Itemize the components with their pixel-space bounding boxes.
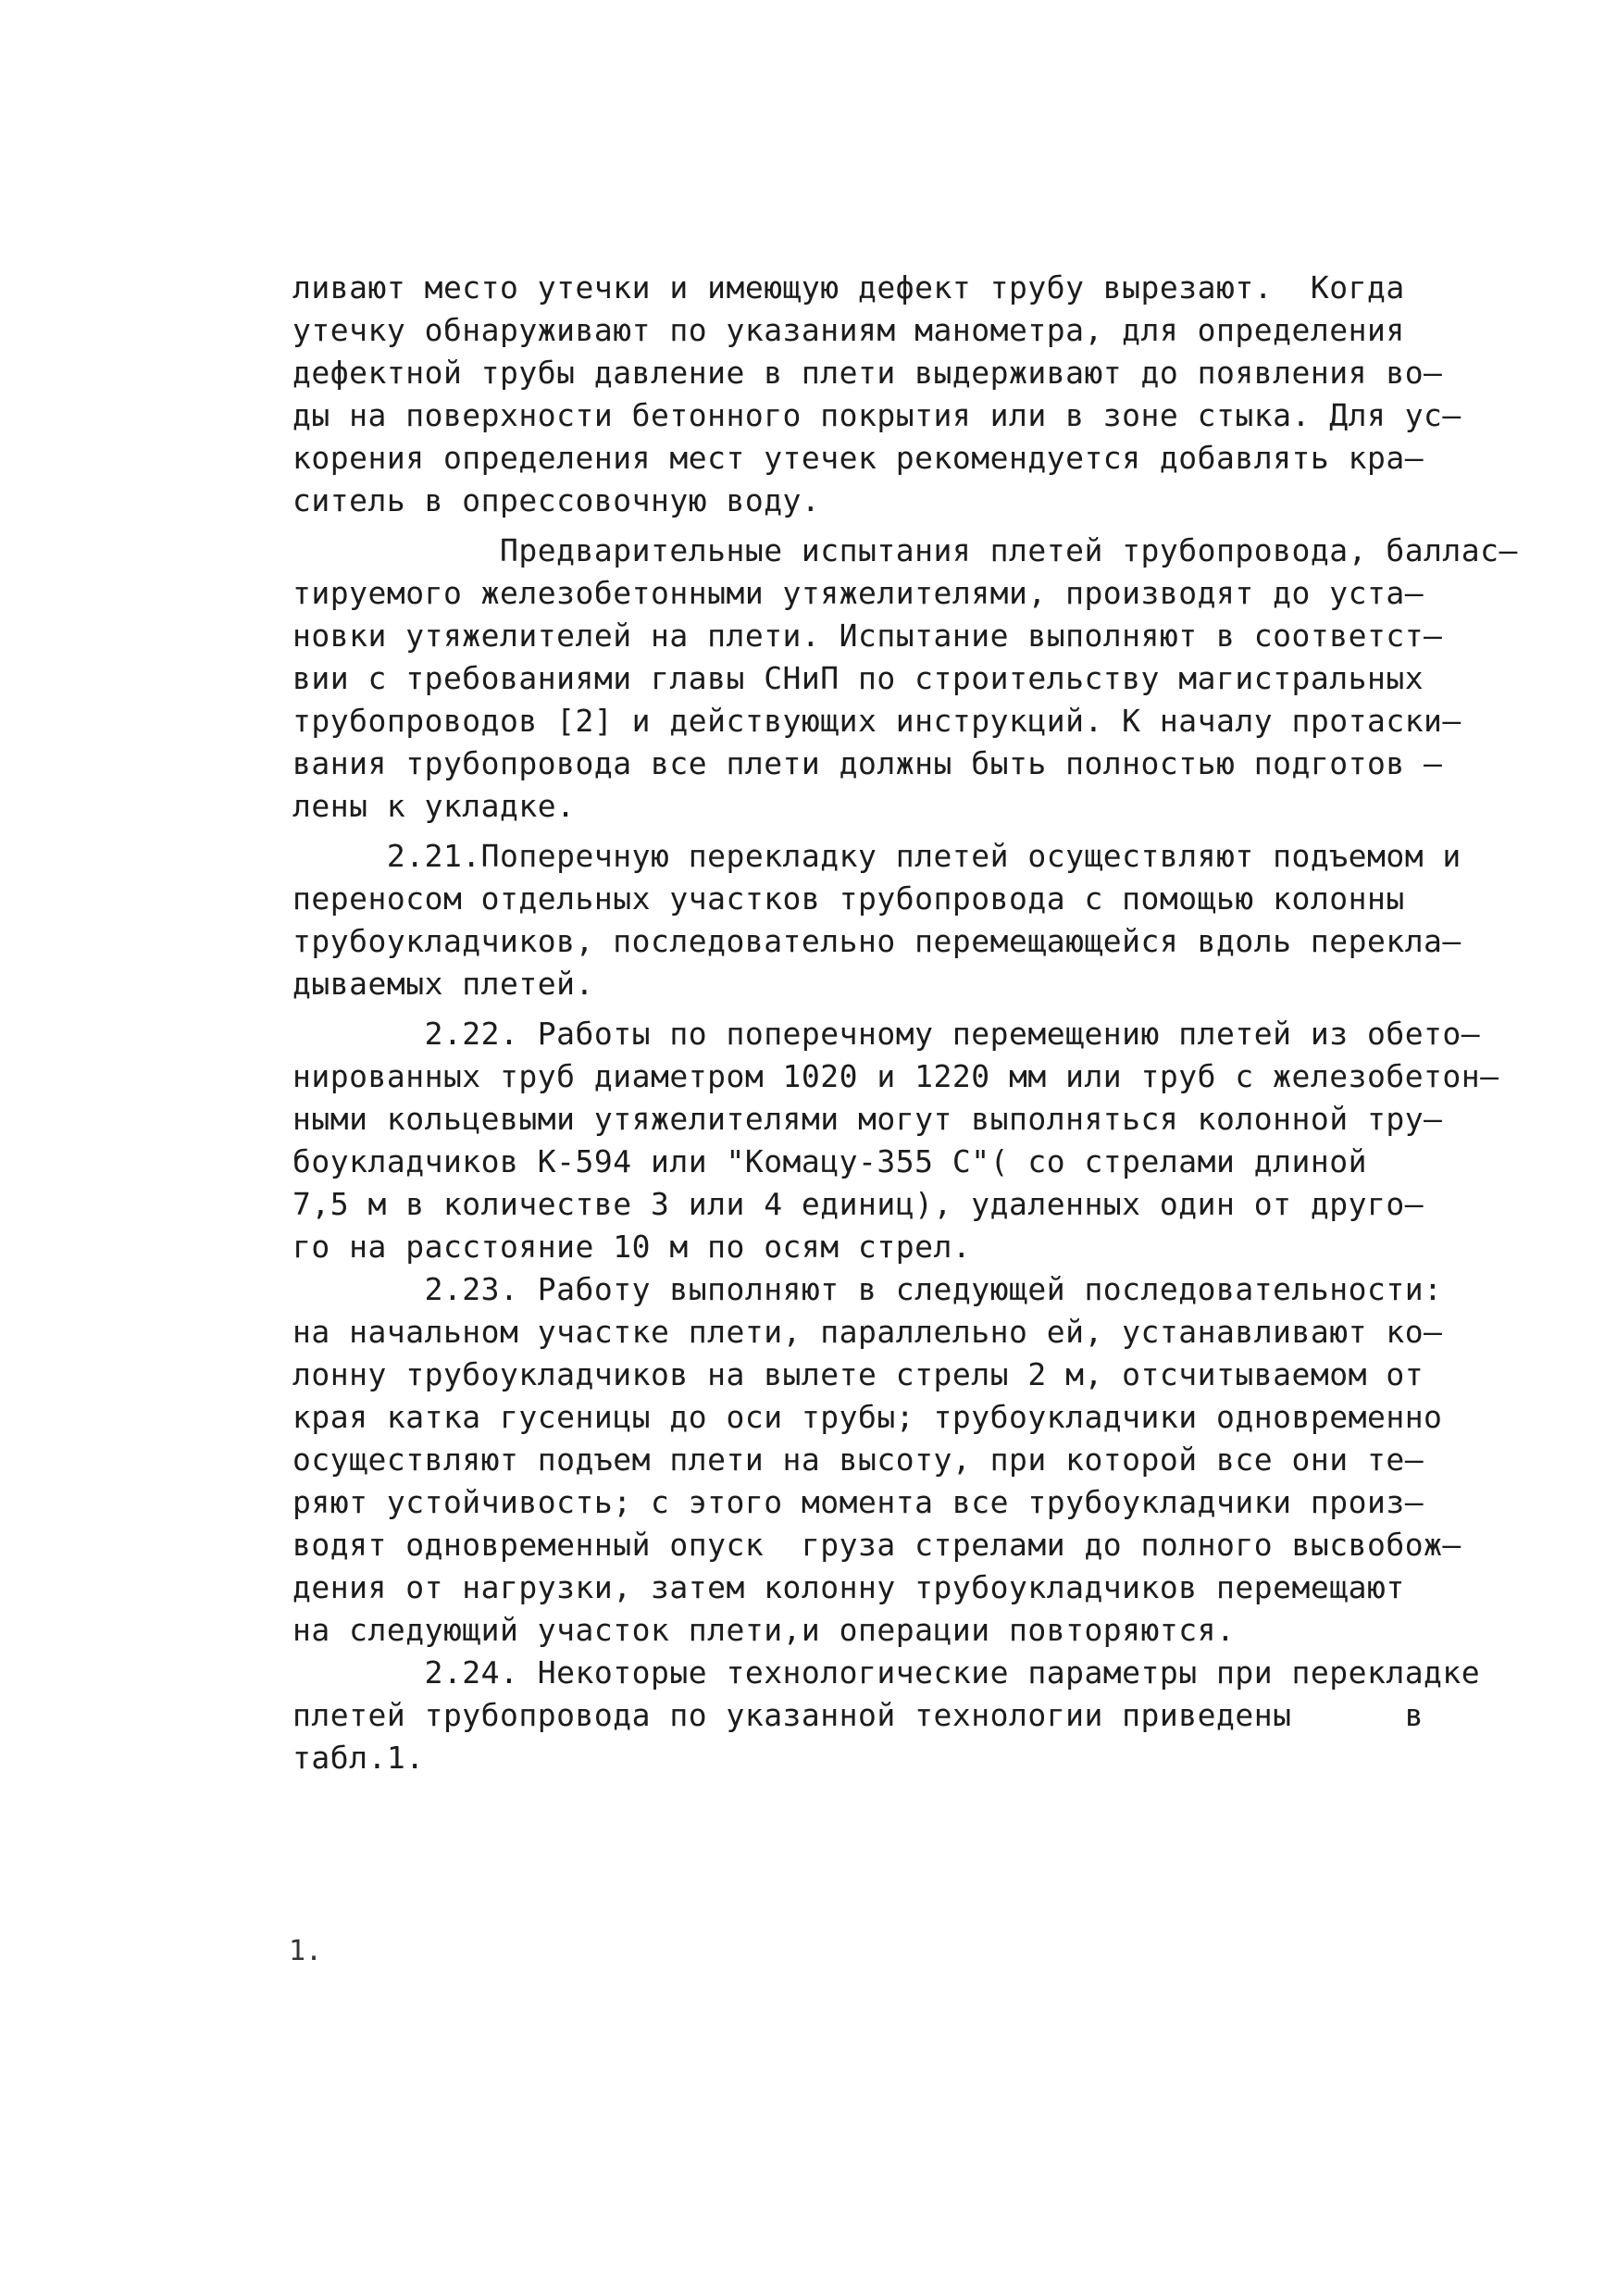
text-line: трубоукладчиков, последовательно перемещающейся вдоль перекла–: [292, 923, 1462, 959]
text-line: Предварительные испытания плетей трубопровода, баллас–: [292, 532, 1518, 568]
text-line: дефектной трубы давление в плети выдерживают до появления во–: [292, 355, 1443, 391]
text-line: ситель в опрессовочную воду.: [292, 482, 821, 518]
text-line: 2.22. Работы по поперечному перемещению плетей из обето–: [292, 1016, 1481, 1052]
text-line: боукладчиков К-594 или "Комацу-355 С"( со стрелами длиной: [292, 1143, 1367, 1179]
text-line: дения от нагрузки, затем колонну трубоукладчиков перемещают: [292, 1569, 1405, 1605]
text-line: лены к укладке.: [292, 788, 576, 824]
text-line: го на расстояние 10 м по осям стрел.: [292, 1229, 972, 1265]
text-line: ными кольцевыми утяжелителями могут выполняться колонной тру–: [292, 1101, 1443, 1137]
text-line: дываемых плетей.: [292, 966, 594, 1002]
text-line: осуществляют подъем плети на высоту, при которой все они те–: [292, 1441, 1424, 1478]
text-line: трубопроводов [2] и действующих инструкций. К началу протаски–: [292, 703, 1462, 739]
page-number: 1.: [289, 1935, 323, 1967]
paragraph-gap: [292, 522, 1468, 530]
text-line: утечку обнаруживают по указаниям манометра, для определения: [292, 312, 1405, 348]
text-line: 2.23. Работу выполняют в следующей последовательности:: [292, 1271, 1443, 1307]
text-line: 7,5 м в количестве 3 или 4 единиц), удаленных один от друго–: [292, 1186, 1424, 1222]
text-line: водят одновременный опуск груза стрелами до полного высвобож–: [292, 1527, 1462, 1563]
text-line: тируемого железобетонными утяжелителями, производят до уста–: [292, 575, 1424, 611]
text-line: вии с требованиями главы СНиП по строительству магистральных: [292, 660, 1424, 696]
text-line: плетей трубопровода по указанной технологии приведены в: [292, 1697, 1424, 1733]
text-line: 2.21.Поперечную перекладку плетей осуществляют подъемом и: [292, 838, 1462, 874]
text-line: ряют устойчивость; с этого момента все трубоукладчики произ–: [292, 1484, 1424, 1520]
text-line: новки утяжелителей на плети. Испытание выполняют в соответст–: [292, 618, 1443, 654]
text-line: вания трубопровода все плети должны быть полностью подготов –: [292, 745, 1443, 781]
text-line: нированных труб диаметром 1020 и 1220 мм или труб с железобетон–: [292, 1058, 1499, 1094]
text-line: 2.24. Некоторые технологические параметры при перекладке: [292, 1654, 1481, 1691]
paragraph-gap: [292, 828, 1468, 835]
text-line: на начальном участке плети, параллельно ей, устанавливают ко–: [292, 1314, 1443, 1350]
text-line: края катка гусеницы до оси трубы; трубоукладчики одновременно: [292, 1399, 1443, 1435]
text-line: корения определения мест утечек рекомендуется добавлять кра–: [292, 440, 1424, 476]
text-line: переносом отдельных участков трубопровода с помощью колонны: [292, 880, 1405, 917]
text-line: табл.1.: [292, 1740, 425, 1776]
text-line: на следующий участок плети,и операции повторяются.: [292, 1612, 1236, 1648]
paragraph-gap: [292, 1005, 1468, 1013]
body-text: [292, 267, 1518, 1779]
text-line: ды на поверхности бетонного покрытия или в зоне стыка. Для ус–: [292, 397, 1462, 433]
text-line: ливают место утечки и имеющую дефект трубу вырезают. Когда: [292, 269, 1405, 306]
text-line: лонну трубоукладчиков на вылете стрелы 2 м, отсчитываемом от: [292, 1356, 1424, 1392]
